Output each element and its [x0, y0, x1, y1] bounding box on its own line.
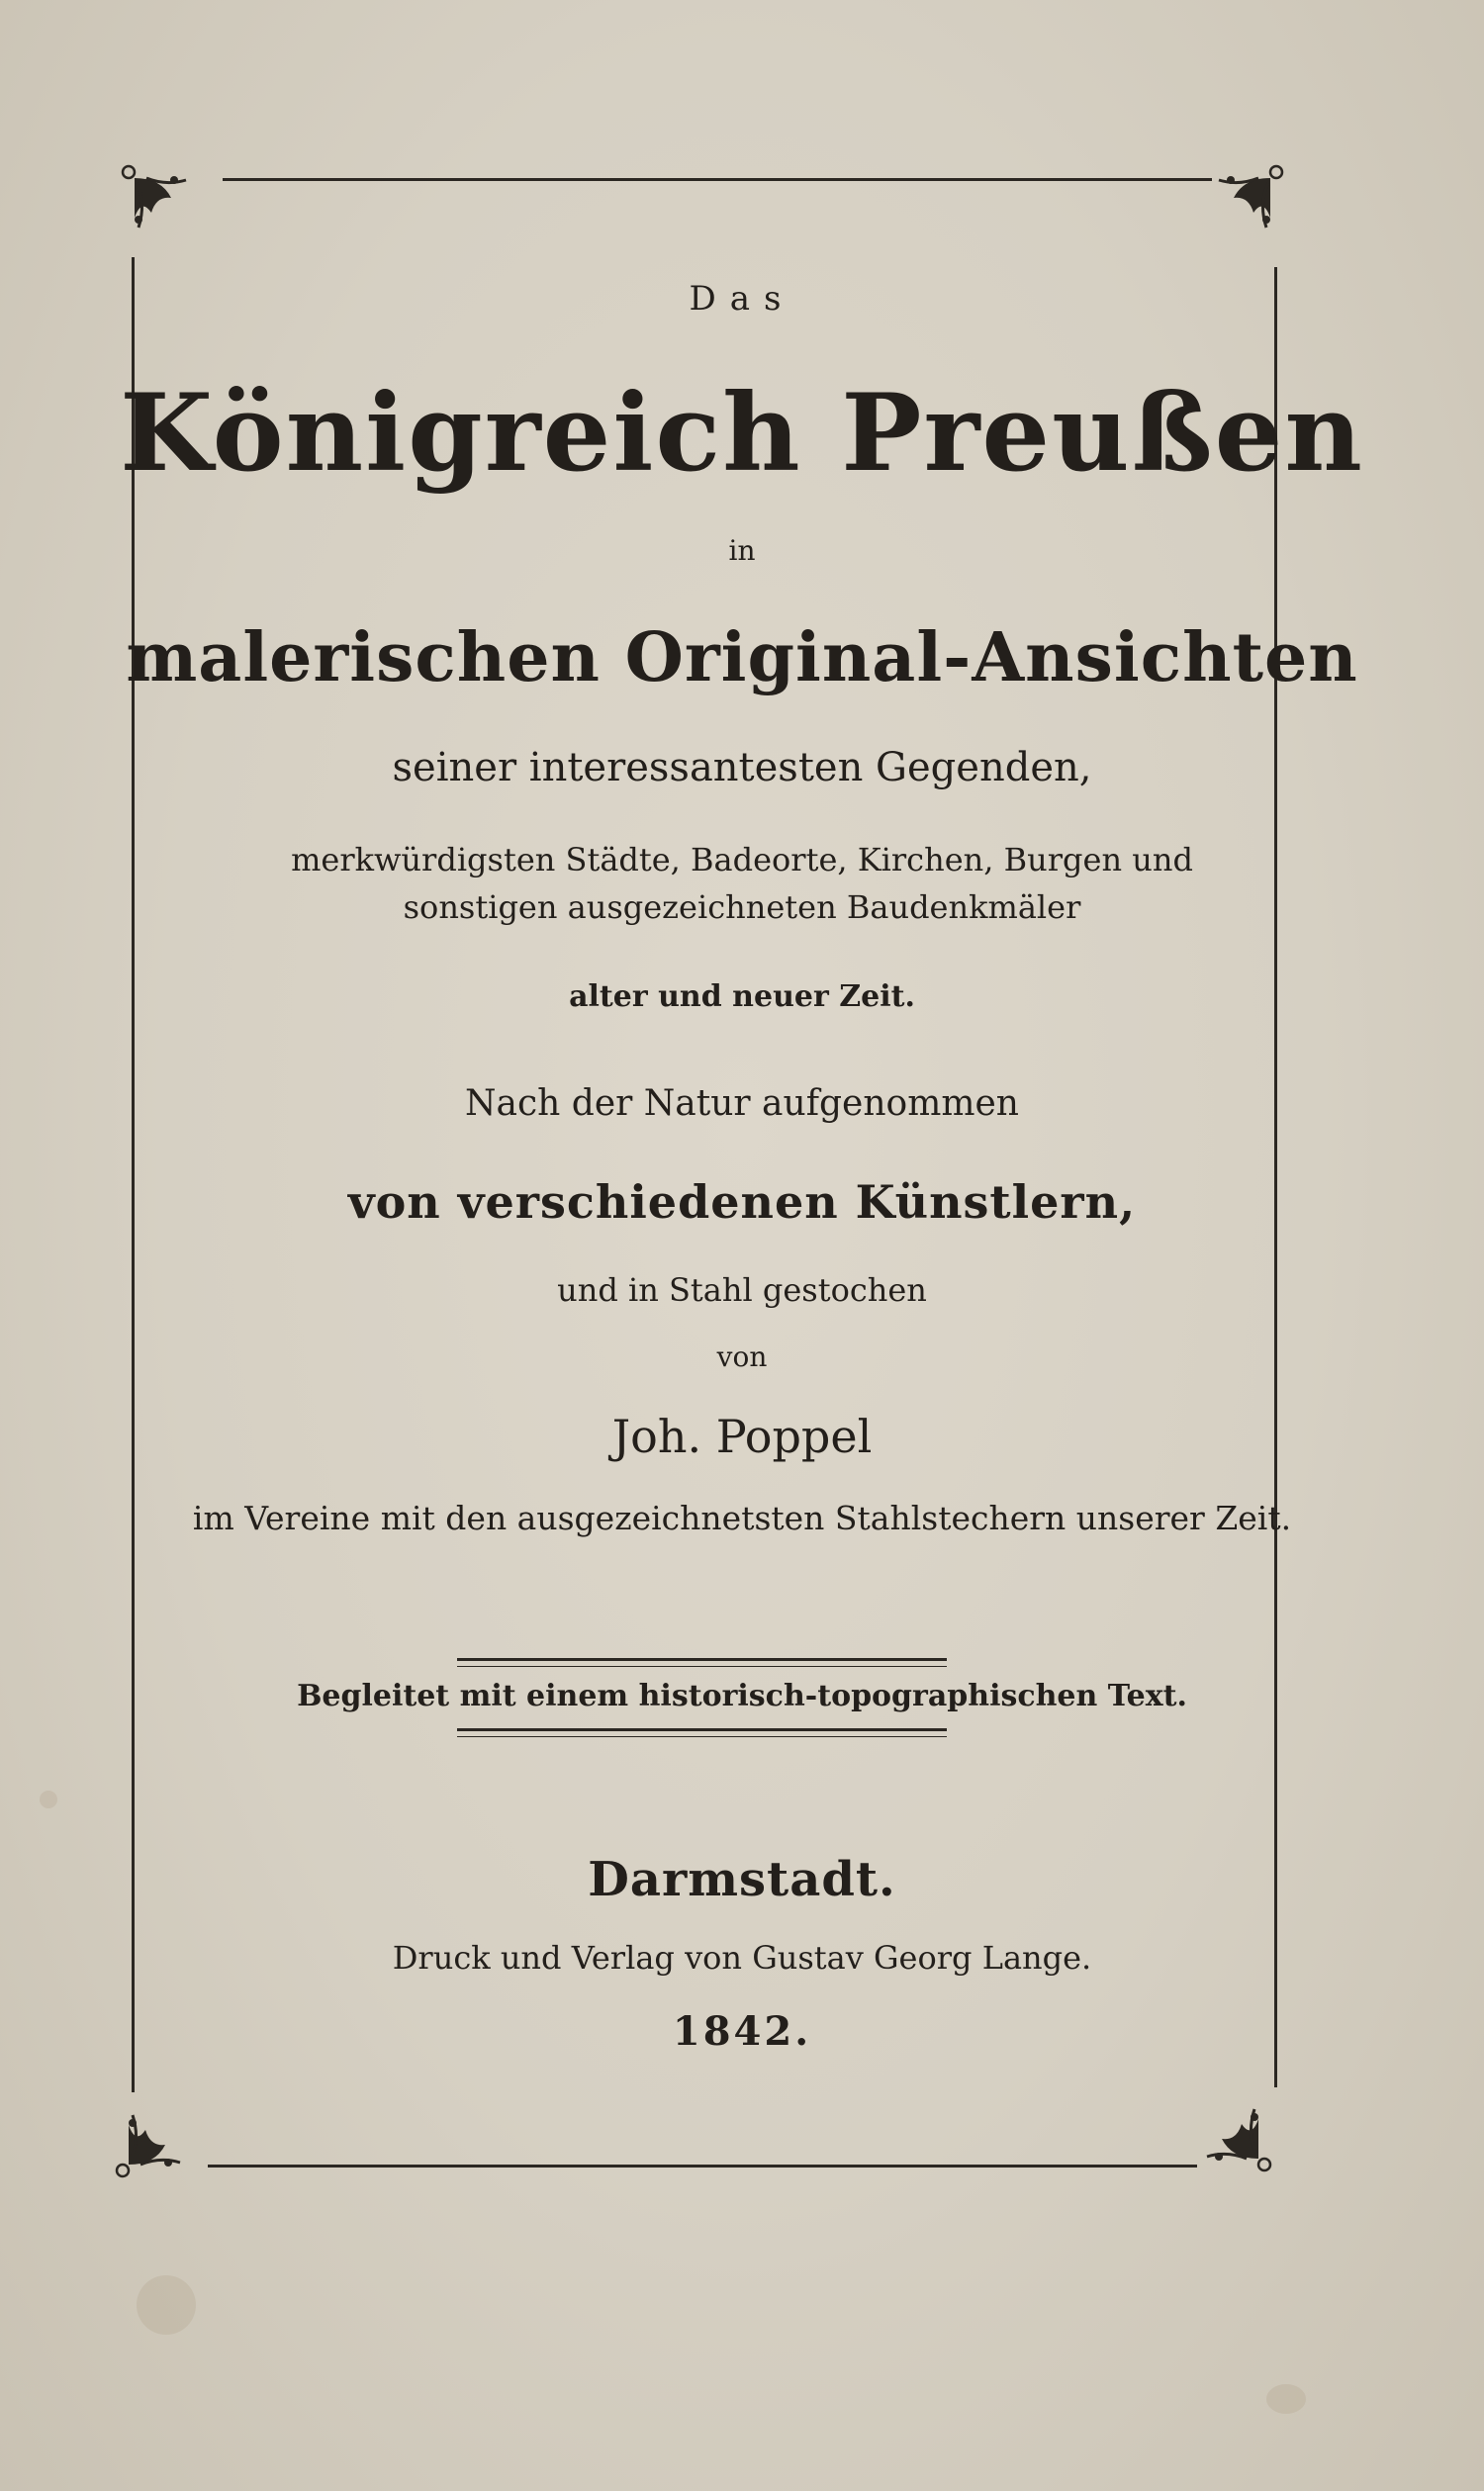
subtitle: malerischen Original-Ansichten — [126, 618, 1358, 697]
accompanying-text-line: Begleitet mit einem historisch-topographischen Text. — [297, 1679, 1187, 1713]
line-natur: Nach der Natur aufgenommen — [465, 1083, 1019, 1124]
engraver-name: Joh. Poppel — [611, 1410, 873, 1463]
double-rule-top — [457, 1658, 947, 1661]
line-staedte: merkwürdigsten Städte, Badeorte, Kirchen, Burgen und — [291, 841, 1193, 878]
double-rule-bottom — [457, 1728, 947, 1731]
corner-ornament-top-left — [117, 158, 206, 247]
line-zeit: alter und neuer Zeit. — [569, 979, 915, 1014]
corner-ornament-bottom-left — [111, 2095, 200, 2184]
line-baudenkmaeler: sonstigen ausgezeichneten Baudenkmäler — [403, 888, 1081, 926]
double-rule-bottom-thin — [457, 1736, 947, 1737]
line-gegenden: seiner interessantesten Gegenden, — [392, 745, 1092, 790]
publication-year: 1842. — [672, 2008, 812, 2055]
frame-top-line — [223, 178, 1212, 181]
line-stahl: und in Stahl gestochen — [557, 1271, 927, 1309]
article-das: Das — [689, 279, 795, 319]
paper-stain — [137, 2275, 196, 2335]
line-stahlstecher: im Vereine mit den ausgezeichnetsten Stahlstechern unserer Zeit. — [192, 1499, 1292, 1537]
frame-bottom-line — [208, 2165, 1197, 2168]
word-in: in — [728, 534, 756, 567]
word-von: von — [716, 1340, 768, 1373]
corner-ornament-bottom-right — [1187, 2089, 1276, 2178]
place-darmstadt: Darmstadt. — [588, 1852, 896, 1907]
corner-ornament-top-right — [1199, 158, 1288, 247]
paper-stain — [1266, 2384, 1306, 2414]
main-title: Königreich Preußen — [120, 371, 1364, 496]
double-rule-top-thin — [457, 1666, 947, 1667]
line-kuenstlern: von verschiedenen Künstlern, — [347, 1175, 1137, 1229]
publisher-line: Druck und Verlag von Gustav Georg Lange. — [392, 1939, 1092, 1977]
paper-stain — [40, 1791, 57, 1808]
